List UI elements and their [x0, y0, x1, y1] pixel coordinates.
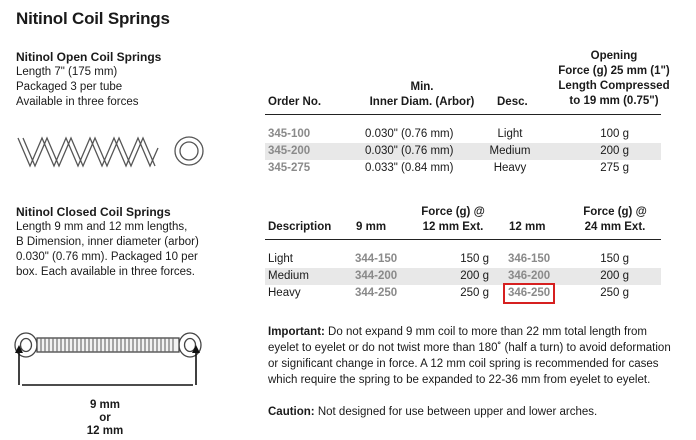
open-table-rule: [265, 114, 661, 115]
important-note: [268, 324, 680, 388]
order-number-12mm: 346-150: [508, 253, 551, 265]
closed-header-line: 24 mm Ext.: [584, 221, 646, 233]
order-number: 345-200: [268, 145, 311, 157]
force-24mm: 250 g: [600, 287, 629, 299]
open-header-diam: [352, 80, 492, 110]
order-number-12mm: 346-200: [508, 270, 551, 282]
table-row: [265, 143, 661, 160]
force-description: Heavy: [493, 162, 527, 174]
closed-desc-line: B Dimension, inner diameter (arbor): [16, 236, 199, 248]
open-header-force-line: Length Compressed: [558, 80, 670, 92]
force-value: 275 g: [600, 162, 629, 174]
inner-diameter: 0.030" (0.76 mm): [365, 145, 454, 157]
force-value: 100 g: [600, 128, 629, 140]
dimension-line: 12 mm: [86, 425, 124, 437]
closed-coil-spring-icon: [10, 325, 210, 397]
force-value: 200 g: [600, 145, 629, 157]
open-header-order: Order No.: [268, 96, 322, 108]
table-row: [265, 160, 661, 177]
closed-header-12mm: 12 mm: [509, 221, 546, 233]
page-title: Nitinol Coil Springs: [16, 9, 170, 28]
force-description: Heavy: [268, 287, 301, 299]
closed-desc-line: Length 9 mm and 12 mm lengths,: [16, 221, 188, 233]
caution-label: Caution:: [268, 406, 315, 418]
open-header-desc: Desc.: [497, 96, 528, 108]
closed-coil-description: [16, 220, 199, 280]
dimension-line: or: [99, 412, 111, 424]
force-description: Medium: [489, 145, 531, 157]
closed-header-line: 12 mm Ext.: [422, 221, 484, 233]
table-row: [265, 285, 661, 302]
closed-desc-line: 0.030" (0.76 mm). Packaged 10 per: [16, 251, 198, 263]
force-12mm: 250 g: [460, 287, 489, 299]
inner-diameter: 0.030" (0.76 mm): [365, 128, 454, 140]
order-number-9mm: 344-200: [355, 270, 398, 282]
highlighted-order-number: 346-250: [505, 285, 553, 302]
important-text: Do not expand 9 mm coil to more than 22 mm total length from eyelet to eyelet or do not twist more than 180˚ (half a turn) to avoid deformation or significant change in force. A 12 mm coil spring is recommended for cases which require the spring to be expanded to 22-36 mm from eyelet to eyelet.: [268, 326, 671, 386]
caution-text: Not designed for use between upper and lower arches.: [314, 406, 598, 418]
force-description: Medium: [268, 270, 309, 282]
caution-note: [268, 404, 680, 420]
force-24mm: 200 g: [600, 270, 629, 282]
force-24mm: 150 g: [600, 253, 629, 265]
open-header-force-line: Opening: [590, 50, 638, 62]
force-description: Light: [268, 253, 293, 265]
order-number-9mm: 344-250: [355, 287, 398, 299]
closed-header-force-12: [408, 205, 498, 235]
open-coil-spring-icon: [14, 130, 214, 174]
closed-header-force-24: [570, 205, 660, 235]
table-row: [265, 126, 661, 143]
closed-coil-heading: Nitinol Closed Coil Springs: [16, 205, 171, 219]
closed-header-9mm: 9 mm: [356, 221, 387, 233]
closed-desc-line: box. Each available in three forces.: [16, 266, 195, 278]
inner-diameter: 0.033" (0.84 mm): [365, 162, 454, 174]
closed-header-line: Force (g) @: [583, 206, 647, 218]
open-desc-line: Packaged 3 per tube: [16, 81, 123, 93]
open-desc-line: Available in three forces: [16, 96, 139, 108]
open-coil-description: [16, 65, 139, 110]
open-header-diam-line: Inner Diam. (Arbor): [369, 96, 475, 108]
force-description: Light: [497, 128, 523, 140]
table-row: [265, 268, 661, 285]
open-header-diam-line: Min.: [410, 81, 434, 93]
closed-table-rule: [265, 239, 661, 240]
open-header-force: [536, 49, 692, 109]
force-12mm: 200 g: [460, 270, 489, 282]
spring-length-dimension: [60, 399, 150, 438]
table-row: [265, 251, 661, 268]
open-header-force-line: Force (g) 25 mm (1"): [558, 65, 670, 77]
closed-header-line: Force (g) @: [421, 206, 485, 218]
important-label: Important:: [268, 326, 325, 338]
open-coil-heading: Nitinol Open Coil Springs: [16, 50, 162, 64]
closed-header-description: Description: [268, 221, 332, 233]
dimension-line: 9 mm: [89, 399, 121, 411]
open-desc-line: Length 7" (175 mm): [16, 66, 118, 78]
order-number: 345-275: [268, 162, 311, 174]
order-number: 345-100: [268, 128, 311, 140]
force-12mm: 150 g: [460, 253, 489, 265]
open-header-force-line: to 19 mm (0.75"): [569, 95, 659, 107]
order-number-9mm: 344-150: [355, 253, 398, 265]
